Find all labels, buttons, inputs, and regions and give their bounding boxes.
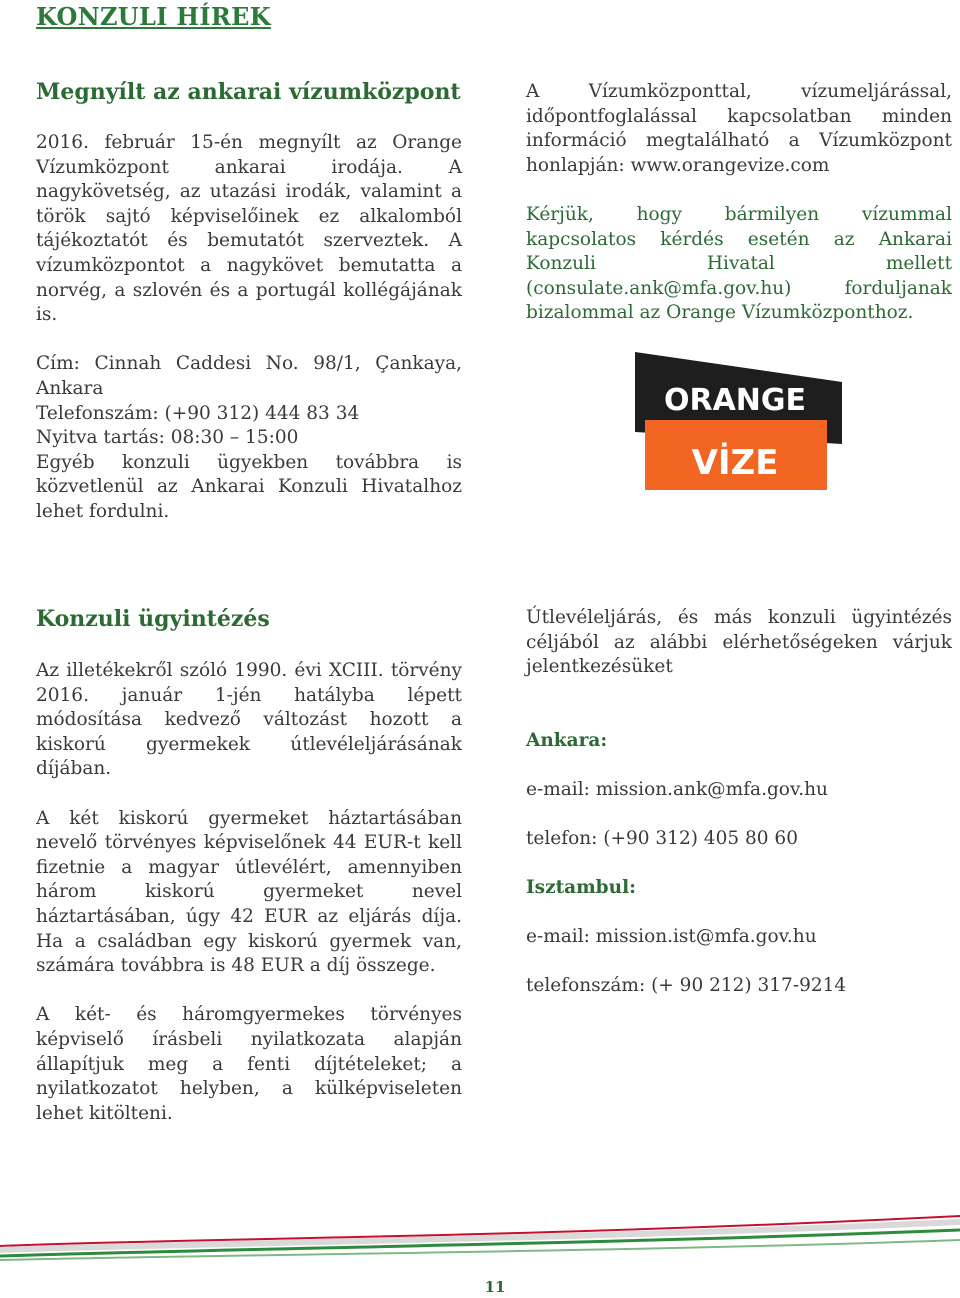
- visa-center-left-column: [36, 131, 462, 525]
- logo-line2-text: VİZE: [691, 443, 779, 483]
- visa-center-phone: Telefonszám: (+90 312) 444 83 34: [36, 402, 360, 424]
- page-number: 11: [484, 1278, 506, 1296]
- ankara-label: Ankara:: [526, 729, 608, 751]
- visa-center-contact-note: Kérjük, hogy bármilyen vízummal kapcsolatos kérdés esetén az Ankarai Konzuli Hivatal mellett (consulate.ank@mfa.gov.hu) forduljanak bizalommal az Orange Vízumközponthoz.: [526, 203, 952, 324]
- consular-paragraph-3: A két- és háromgyermekes törvényes képviselő írásbeli nyilatkozata alapján állapítjuk meg a fenti díjtételeket; a nyilatkozatot helyben, a külképviseleten lehet kitölteni.: [36, 1004, 462, 1124]
- visa-center-right-column: [526, 80, 952, 326]
- istanbul-phone: telefonszám: (+ 90 212) 317-9214: [526, 975, 847, 997]
- ankara-email: e-mail: mission.ank@mfa.gov.hu: [526, 778, 828, 800]
- visa-center-intro: 2016. február 15-én megnyílt az Orange Vízumközpont ankarai irodája. A nagykövetség, az utazási irodák, valamint a török sajtó képviselőinek ez alkalomból tájékoztatót és bemutatót szerveztek. A vízumközpontot a nagykövet bemutatta a norvég, a szlovén és a portugál kollégájának is.: [36, 132, 462, 326]
- visa-center-hours: Nyitva tartás: 08:30 – 15:00: [36, 427, 299, 449]
- consular-contact-intro: Útlevéleljárás, és más konzuli ügyintézés céljából az alábbi elérhetőségeken várjuk jelentkezésüket: [526, 607, 952, 678]
- consular-paragraph-2: A két kiskorú gyermeket háztartásában nevelő törvényes képviselőnek 44 EUR-t kell fizetnie a magyar útlevélért, amennyiben három kiskorú gyermeket nevel háztartásában, úgy 42 EUR az eljárás díja. Ha a családban egy kiskorú gyermek van, számára továbbra is 48 EUR a díj összege.: [36, 807, 462, 977]
- footer-wave-decoration: [0, 1208, 960, 1268]
- page-title: KONZULI HÍREK: [36, 2, 271, 31]
- visa-center-info: A Vízumközponttal, vízumeljárással, időpontfoglalással kapcsolatban minden információ megtalálható a Vízumközpont honlapján: www.orangevize.com: [526, 81, 952, 176]
- consular-paragraph-1: Az illetékekről szóló 1990. évi XCIII. törvény 2016. január 1-jén hatályba lépett módosítása kedvező változást hozott a kiskorú gyermekek útlevéleljárásának díjában.: [36, 660, 462, 780]
- orange-vize-logo: [631, 352, 845, 494]
- section-heading-consular: Konzuli ügyintézés: [36, 606, 270, 632]
- consular-right-column: [526, 606, 952, 1023]
- consular-left-column: [36, 659, 462, 1126]
- istanbul-email: e-mail: mission.ist@mfa.gov.hu: [526, 925, 817, 947]
- visa-center-address: Cím: Cinnah Caddesi No. 98/1, Çankaya, Ankara: [36, 353, 462, 399]
- visa-center-other: Egyéb konzuli ügyekben továbbra is közvetlenül az Ankarai Konzuli Hivatalhoz lehet fordulni.: [36, 451, 462, 522]
- logo-line1-text: ORANGE: [663, 383, 807, 418]
- istanbul-label: Isztambul:: [526, 876, 636, 898]
- section-heading-visa-center: Megnyílt az ankarai vízumközpont: [36, 79, 461, 105]
- ankara-phone: telefon: (+90 312) 405 80 60: [526, 828, 798, 850]
